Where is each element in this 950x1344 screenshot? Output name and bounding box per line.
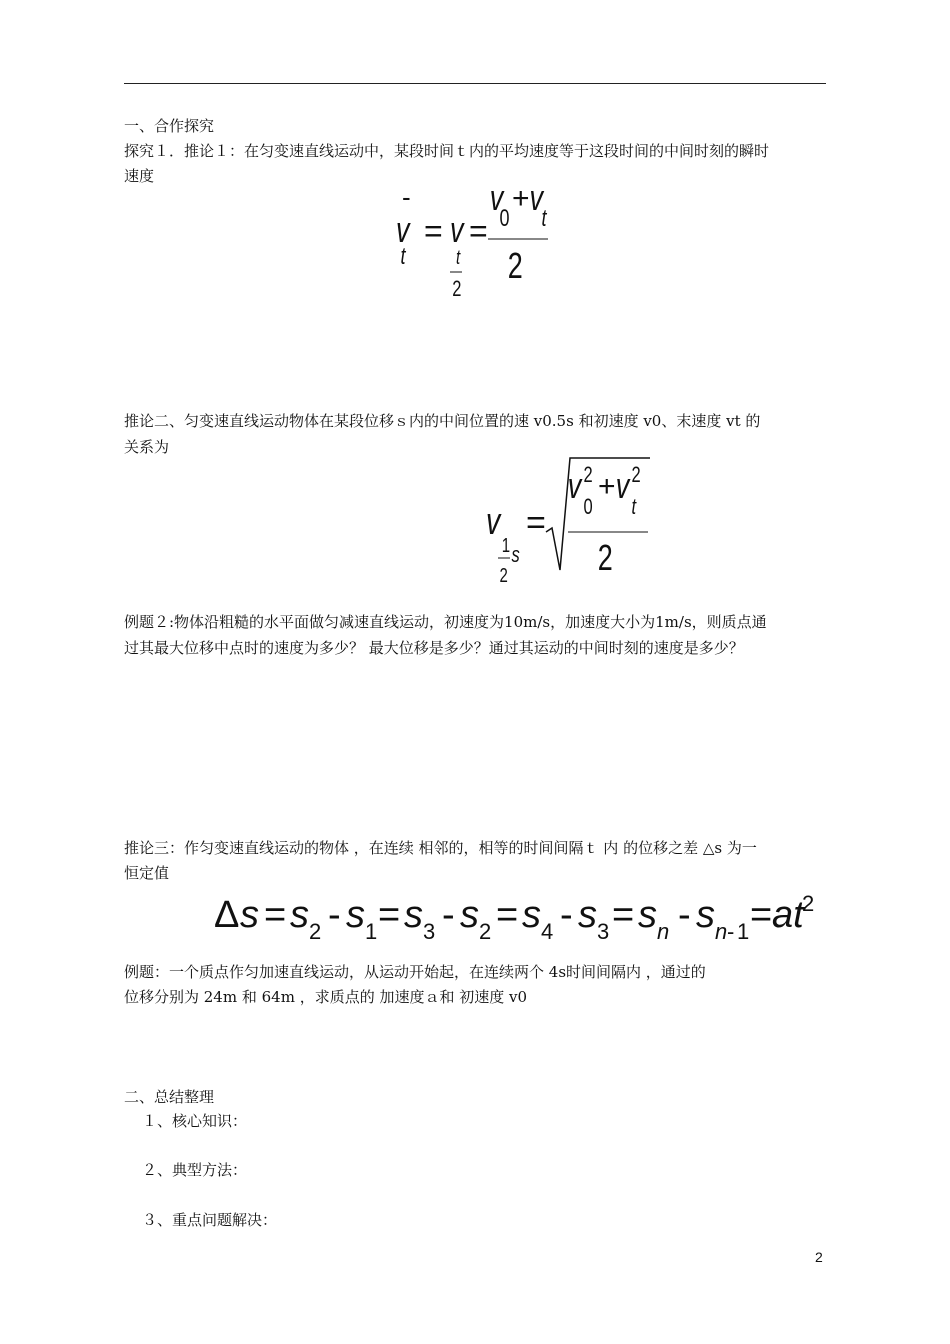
header-rule (124, 83, 826, 84)
svg-text:s: s (696, 894, 715, 936)
svg-text:v: v (567, 465, 582, 506)
svg-text:v: v (486, 501, 501, 544)
svg-text:s: s (522, 894, 541, 936)
svg-text:2: 2 (507, 245, 523, 286)
svg-text:t: t (400, 243, 406, 270)
svg-text:+: + (598, 470, 616, 503)
svg-text:-: - (328, 894, 341, 936)
example3-line2: 位移分别为 24m 和 64m ，求质点的 加速度ａ和 初速度 v0 (124, 988, 528, 1006)
example2-line1: 例题２:物体沿粗糙的水平面做匀减速直线运动，初速度为10m/s，加速度大小为1m/s，则质点通 (124, 613, 767, 631)
svg-text:v: v (450, 209, 464, 250)
section1-heading: 一、合作探究 (124, 117, 215, 135)
svg-text:-: - (560, 894, 573, 936)
formula-displacement-difference (212, 885, 815, 955)
svg-text:n: n (657, 919, 670, 944)
svg-text:=: = (526, 504, 546, 542)
explore1-line2: 速度 (124, 167, 155, 185)
svg-text:-: - (442, 894, 455, 936)
page-number: 2 (815, 1249, 823, 1265)
svg-text:s: s (460, 894, 479, 936)
svg-text:2: 2 (452, 276, 462, 302)
svg-text:2: 2 (597, 537, 613, 578)
svg-text:v: v (615, 465, 630, 506)
svg-text:v: v (489, 177, 504, 218)
svg-text:-: - (402, 182, 411, 212)
svg-text:=: = (750, 894, 773, 936)
example3-line1: 例题：一个质点作匀加速直线运动，从运动开始起，在连续两个 4s时间间隔内 ，通过的 (124, 963, 706, 981)
formula-mid-position-velocity (480, 452, 660, 602)
svg-text:2: 2 (499, 563, 508, 587)
svg-text:2: 2 (583, 462, 593, 488)
svg-text:s: s (638, 894, 657, 936)
svg-text:2: 2 (309, 919, 322, 944)
svg-text:2: 2 (802, 891, 815, 916)
svg-text:Δ: Δ (214, 894, 240, 936)
svg-text:=: = (264, 894, 287, 936)
svg-text:s: s (290, 894, 309, 936)
svg-text:t: t (631, 494, 637, 520)
svg-text:3: 3 (597, 919, 610, 944)
svg-text:v: v (529, 177, 543, 218)
svg-text:=: = (612, 894, 635, 936)
summary-item-typical-methods: ２、典型方法： (142, 1161, 248, 1179)
svg-text:-: - (678, 894, 691, 936)
svg-text:s: s (578, 894, 597, 936)
svg-text:=: = (378, 894, 401, 936)
svg-text:0: 0 (583, 494, 593, 520)
section2-heading: 二、总结整理 (124, 1088, 215, 1106)
summary-item-core-knowledge: １、核心知识： (142, 1112, 248, 1130)
inference3-line1: 推论三：作匀变速直线运动的物体 ，在连续 相邻的，相等的时间间隔ｔ 内 的位移之差 △s 为一 (124, 839, 757, 857)
svg-text:s: s (511, 542, 520, 568)
formula-average-velocity (390, 177, 560, 305)
svg-text:at: at (772, 894, 804, 936)
svg-text:=: = (424, 213, 443, 249)
explore1-line1: 探究１．推论１：在匀变速直线运动中，某段时间ｔ内的平均速度等于这段时间的中间时刻的瞬时 (124, 142, 770, 160)
svg-text:0: 0 (499, 205, 510, 232)
svg-text:s: s (404, 894, 423, 936)
svg-text:3: 3 (423, 919, 436, 944)
svg-text:s: s (346, 894, 365, 936)
svg-text:n: n (715, 919, 728, 944)
svg-text:1: 1 (365, 919, 378, 944)
svg-text:=: = (469, 213, 488, 249)
summary-item-key-problems: ３、重点问题解决： (142, 1211, 278, 1229)
svg-text:-: - (727, 919, 735, 944)
svg-text:t: t (456, 245, 461, 269)
svg-text:1: 1 (737, 919, 750, 944)
svg-text:+: + (512, 182, 530, 215)
svg-text:2: 2 (479, 919, 492, 944)
svg-text:t: t (541, 205, 547, 232)
inference3-line2: 恒定值 (124, 864, 170, 882)
svg-text:2: 2 (631, 462, 641, 488)
svg-text:1: 1 (501, 533, 511, 557)
inference2-line1: 推论二、匀变速直线运动物体在某段位移ｓ内的中间位置的速 v0.5s 和初速度 v0、末速度 vt 的 (124, 412, 761, 430)
svg-text:v: v (396, 209, 410, 250)
svg-text:4: 4 (541, 919, 554, 944)
svg-text:s: s (240, 894, 259, 936)
svg-text:=: = (496, 894, 519, 936)
example2-line2: 过其最大位移中点时的速度为多少？ 最大位移是多少？通过其运动的中间时刻的速度是多少？ (124, 639, 744, 657)
inference2-line2: 关系为 (124, 438, 170, 456)
